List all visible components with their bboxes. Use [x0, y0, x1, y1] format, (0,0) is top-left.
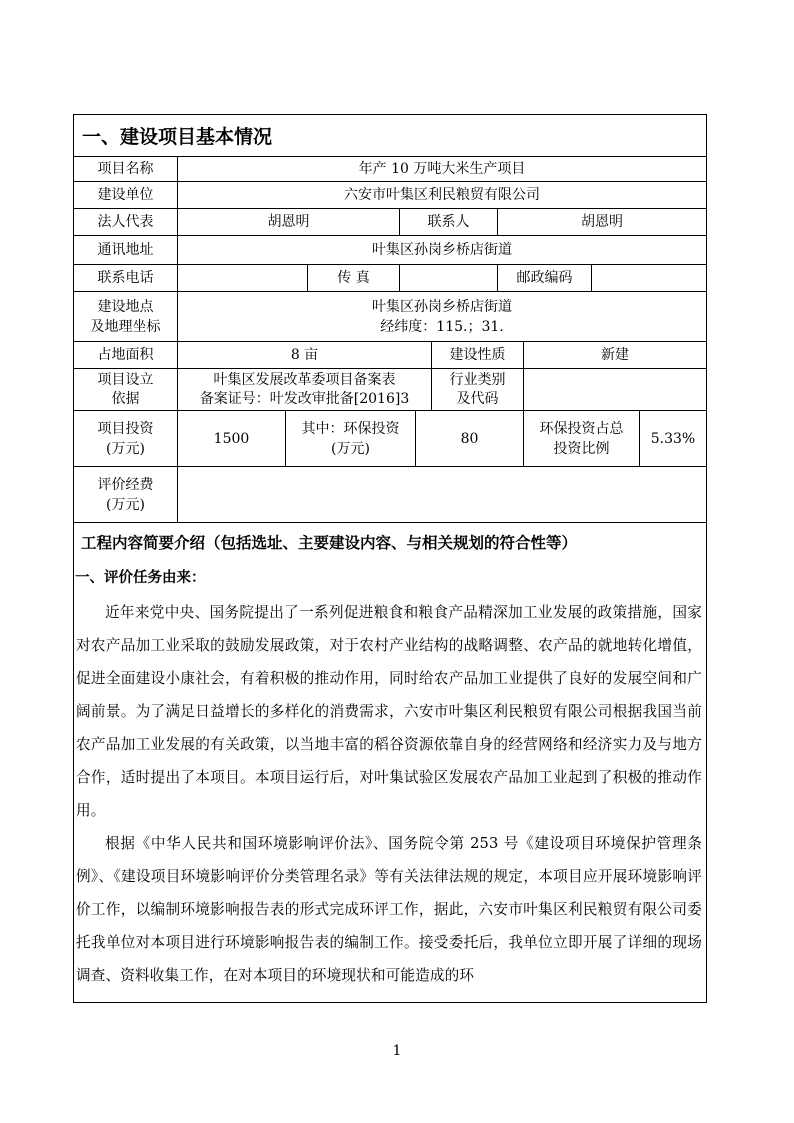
industry-label-line1: 行业类别 — [449, 371, 506, 388]
invest-value: 1500 — [178, 411, 286, 467]
legal-rep-value: 胡恩明 — [178, 209, 400, 236]
fee-label — [74, 467, 178, 523]
summary-title: 工程内容简要介绍（包括选址、主要建设内容、与相关规划的符合性等） — [81, 533, 578, 552]
project-name-label: 项目名称 — [74, 157, 178, 182]
paragraph-2: 根据《中华人民共和国环境影响评价法》、国务院令第 253 号《建设项目环境保护管理条例》、《建设项目环境影响评价分类管理名录》等有关法律法规的规定，本项目应开展环境影响评价工作，以编制环境影响报告表的形式完成环评工作，据此，六安市叶集区利民粮贸有限公司委托我单位对本项目进行环境影响报告表的编制工作。接受委托后，我单位立即开展了详细的现场调查、资料收集工作，在对本项目的环境现状和可能造成的环 — [76, 835, 702, 984]
basis-label-line2: 依据 — [111, 390, 140, 407]
industry-value — [524, 369, 706, 411]
area-value: 8 亩 — [178, 342, 432, 369]
invest-label-line2: (万元) — [106, 440, 145, 457]
basis-label-line1: 项目设立 — [97, 371, 154, 388]
fax-label: 传 真 — [308, 265, 400, 292]
basis-value-line1: 叶集区发展改革委项目备案表 — [213, 371, 396, 388]
fee-label-line2: (万元) — [106, 496, 145, 513]
builder-label: 建设单位 — [74, 182, 178, 209]
industry-label-line2: 及代码 — [456, 390, 499, 407]
invest-label — [74, 411, 178, 467]
ratio-label — [524, 411, 640, 467]
nature-value: 新建 — [524, 342, 706, 369]
location-address: 叶集区孙岗乡桥店街道 — [372, 298, 512, 315]
phone-label: 联系电话 — [74, 265, 178, 292]
env-invest-label-line1: 其中：环保投资 — [301, 420, 400, 437]
env-invest-label-line2: (万元) — [331, 440, 370, 457]
location-value — [178, 292, 706, 342]
nature-label: 建设性质 — [432, 342, 524, 369]
area-label: 占地面积 — [74, 342, 178, 369]
invest-label-line1: 项目投资 — [97, 420, 154, 437]
postcode-label: 邮政编码 — [498, 265, 592, 292]
basis-value — [178, 369, 432, 411]
contact-value: 胡恩明 — [498, 209, 706, 236]
basis-label — [74, 369, 178, 411]
legal-rep-label: 法人代表 — [74, 209, 178, 236]
contact-label: 联系人 — [400, 209, 498, 236]
location-label — [74, 292, 178, 342]
phone-value — [178, 265, 308, 292]
location-coordinates: 经纬度：115.；31. — [380, 318, 504, 335]
address-label: 通讯地址 — [74, 236, 178, 265]
basis-value-line2: 备案证号：叶发改审批备[2016]3 — [199, 390, 410, 407]
env-invest-value: 80 — [416, 411, 524, 467]
paragraph-1: 近年来党中央、国务院提出了一系列促进粮食和粮食产品精深加工业发展的政策措施，国家对农产品加工业采取的鼓励发展政策，对于农村产业结构的战略调整、农产品的就地转化增值，促进全面建设小康社会，有着积极的推动作用，同时给农产品加工业提供了良好的发展空间和广阔前景。为了满足日益增长的多样化的消费需求，六安市叶集区利民粮贸有限公司根据我国当前农产品加工业发展的有关政策，以当地丰富的稻谷资源依靠自身的经营网络和经济实力及与地方合作，适时提出了本项目。本项目运行后，对叶集试验区发展农产品加工业起到了积极的推动作用。 — [76, 604, 702, 819]
page-number: 1 — [392, 1043, 402, 1059]
env-invest-label — [286, 411, 416, 467]
fax-value — [400, 265, 498, 292]
body-text — [76, 596, 702, 992]
section-heading: 一、建设项目基本情况 — [74, 115, 706, 157]
address-value: 叶集区孙岗乡桥店街道 — [178, 236, 706, 265]
location-label-line2: 及地理坐标 — [90, 318, 161, 335]
builder-value: 六安市叶集区利民粮贸有限公司 — [178, 182, 706, 209]
sub-title: 一、评价任务由来： — [75, 569, 206, 586]
fee-label-line1: 评价经费 — [97, 476, 154, 493]
industry-label — [432, 369, 524, 411]
ratio-value: 5.33% — [640, 411, 706, 467]
postcode-value — [592, 265, 706, 292]
ratio-label-line2: 投资比例 — [553, 440, 610, 457]
project-name-value: 年产 10 万吨大米生产项目 — [178, 157, 706, 182]
fee-value — [178, 467, 706, 523]
location-label-line1: 建设地点 — [97, 298, 154, 315]
ratio-label-line1: 环保投资占总 — [539, 420, 624, 437]
